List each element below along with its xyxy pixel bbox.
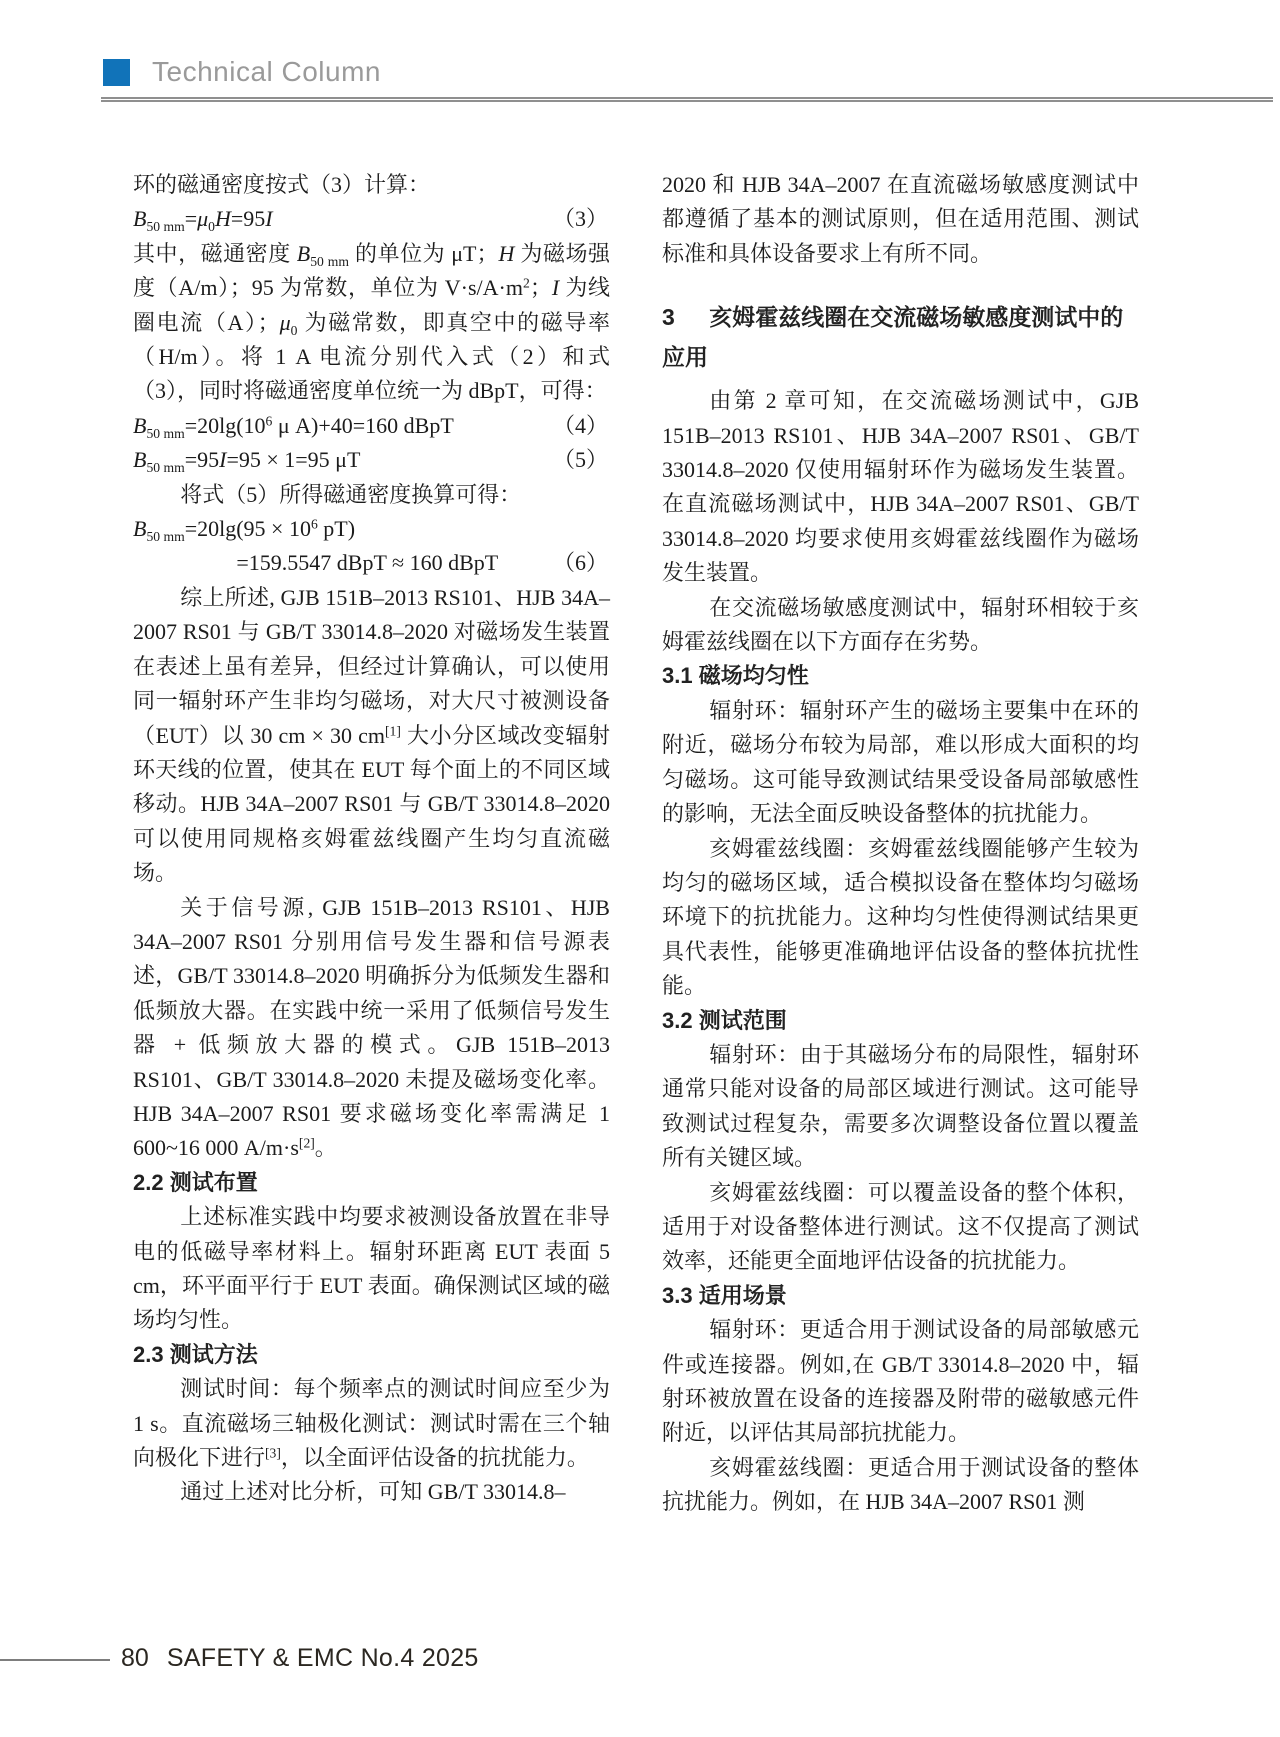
- paragraph: 亥姆霍兹线圈：亥姆霍兹线圈能够产生较为均匀的磁场区域，适合模拟设备在整体均匀磁场环境下的抗扰能力。这种均匀性使得测试结果更具代表性，能够更准确地评估设备的整体抗扰性能。: [662, 835, 1139, 999]
- header-double-rule: [101, 97, 1273, 102]
- equation: $B_{50 mm}=20\lg(10^6$ μ A)+40=160 dBpT （4）: [133, 409, 610, 443]
- equation-number: （4）: [552, 412, 608, 438]
- paragraph: 亥姆霍兹线圈：可以覆盖设备的整个体积，适用于对设备整体进行测试。这不仅提高了测试效率，还能更全面地评估设备的抗扰能力。: [662, 1179, 1139, 1274]
- page-number: 80: [121, 1644, 149, 1672]
- paragraph: 辐射环：辐射环产生的磁场主要集中在环的附近，磁场分布较为局部，难以形成大面积的均匀磁场。这可能导致测试结果受设备局部敏感性的影响，无法全面反映设备整体的抗扰能力。: [662, 697, 1139, 827]
- equation: $B_{50 mm}=20\lg(95 \times 10^6$ pT): [133, 516, 356, 544]
- paragraph: 辐射环：更适合用于测试设备的局部敏感元件或连接器。例如,在 GB/T 33014.8–2020 中，辐射环被放置在设备的连接器及附带的磁敏感元件附近，以评估其局部抗扰能力。: [662, 1317, 1139, 1446]
- column-title: Technical Column: [152, 56, 381, 87]
- equation: $B_{50 mm}=95I=95 \times 1=95$ μT （5）: [133, 443, 610, 477]
- left-text-column: [133, 168, 610, 1510]
- paragraph: 由第 2 章可知，在交流磁场测试中，GJB 151B–2013 RS101、HJB 34A–2007 RS01、GB/T 33014.8–2020 仅使用辐射环作为磁场发生装置。在直流磁场测试中，HJB 34A–2007 RS01、GB/T 33014.8–2020 均要求使用亥姆霍兹线圈作为磁场发生装置。: [662, 388, 1139, 586]
- journal-title: SAFETY & EMC No.4 2025: [166, 1644, 479, 1672]
- paragraph: 其中，磁通密度 $B_{50 mm}$ 的单位为 μT；H 为磁场强度（A/m）；95 为常数，单位为 $V\cdot s/A\cdot m^2$；I 为线圈电流（A）；$\mu_0$ 为磁常数，即真空中的磁导率（H/m）。将 1 A 电流分别代入式（2）和式（3），同时将磁通密度单位统一为 dBpT，可得：: [133, 240, 610, 404]
- paragraph: 通过上述对比分析，可知 GB/T 33014.8–: [180, 1479, 566, 1505]
- paragraph: 亥姆霍兹线圈：更适合用于测试设备的整体抗扰能力。例如，在 HJB 34A–2007 RS01 测: [662, 1454, 1139, 1515]
- page-header: [103, 55, 381, 89]
- section-heading: 3.1 磁场均匀性: [662, 663, 809, 689]
- section-heading: 2.3 测试方法: [133, 1341, 258, 1367]
- paragraph: 综上所述, GJB 151B–2013 RS101、HJB 34A–2007 RS01 与 GB/T 33014.8–2020 对磁场发生装置在表述上虽有差异，但经过计算确认，可以使用同一辐射环产生非均匀磁场，对大尺寸被测设备（EUT）以 30 cm × 30 cm[1] 大小分区域改变辐射环天线的位置，使其在 EUT 每个面上的不同区域移动。HJB 34A–2007 RS01 与 GB/T 33014.8–2020 可以使用同规格亥姆霍兹线圈产生均匀直流磁场。: [133, 584, 610, 886]
- section-heading: 3 亥姆霍兹线圈在交流磁场敏感度测试中的应用: [662, 304, 1124, 371]
- right-text-column: [662, 168, 1139, 1520]
- paragraph: 测试时间：每个频率点的测试时间应至少为 1 s。直流磁场三轴极化测试：测试时需在三个轴向极化下进行[3]，以全面评估设备的抗扰能力。: [133, 1376, 610, 1471]
- section-heading: 3.3 适用场景: [662, 1282, 787, 1308]
- paragraph: 辐射环：由于其磁场分布的局限性，辐射环通常只能对设备的局部区域进行测试。这可能导致测试过程复杂，需要多次调整设备位置以覆盖所有关键区域。: [662, 1041, 1139, 1171]
- equation-number: （5）: [552, 447, 608, 473]
- paragraph: 2020 和 HJB 34A–2007 在直流磁场敏感度测试中都遵循了基本的测试原则，但在适用范围、测试标准和具体设备要求上有所不同。: [662, 172, 1139, 266]
- footer-rule: [0, 1659, 110, 1661]
- equation: $B_{50 mm}=\mu_0H=95I$ （3）: [133, 202, 610, 236]
- section-heading: 2.2 测试布置: [133, 1169, 258, 1195]
- paragraph: 环的磁通密度按式（3）计算：: [133, 172, 431, 197]
- paragraph: 关于信号源, GJB 151B–2013 RS101、HJB 34A–2007 RS01 分别用信号发生器和信号源表述，GB/T 33014.8–2020 明确拆分为低频发生器和低频放大器。在实践中统一采用了低频信号发生器 + 低频放大器的模式。GJB 151B–2013 RS101、GB/T 33014.8–2020 未提及磁场变化率。HJB 34A–2007 RS01 要求磁场变化率需满足 1 600~16 000 A/m·s[2]。: [133, 894, 610, 1161]
- equation: =159.5547 dBpT ≈ 160 dBpT （6）: [133, 546, 610, 580]
- paragraph: 将式（5）所得磁通密度换算可得：: [180, 481, 522, 507]
- equation-number: （6）: [552, 550, 608, 576]
- equation-number: （3）: [552, 206, 608, 232]
- section-marker-icon: [103, 59, 130, 86]
- page-footer: [121, 1644, 479, 1673]
- paragraph: 在交流磁场敏感度测试中，辐射环相较于亥姆霍兹线圈在以下方面存在劣势。: [662, 594, 1139, 655]
- section-heading: 3.2 测试范围: [662, 1007, 787, 1033]
- paragraph: 上述标准实践中均要求被测设备放置在非导电的低磁导率材料上。辐射环距离 EUT 表面 5 cm，环平面平行于 EUT 表面。确保测试区域的磁场均匀性。: [133, 1204, 610, 1333]
